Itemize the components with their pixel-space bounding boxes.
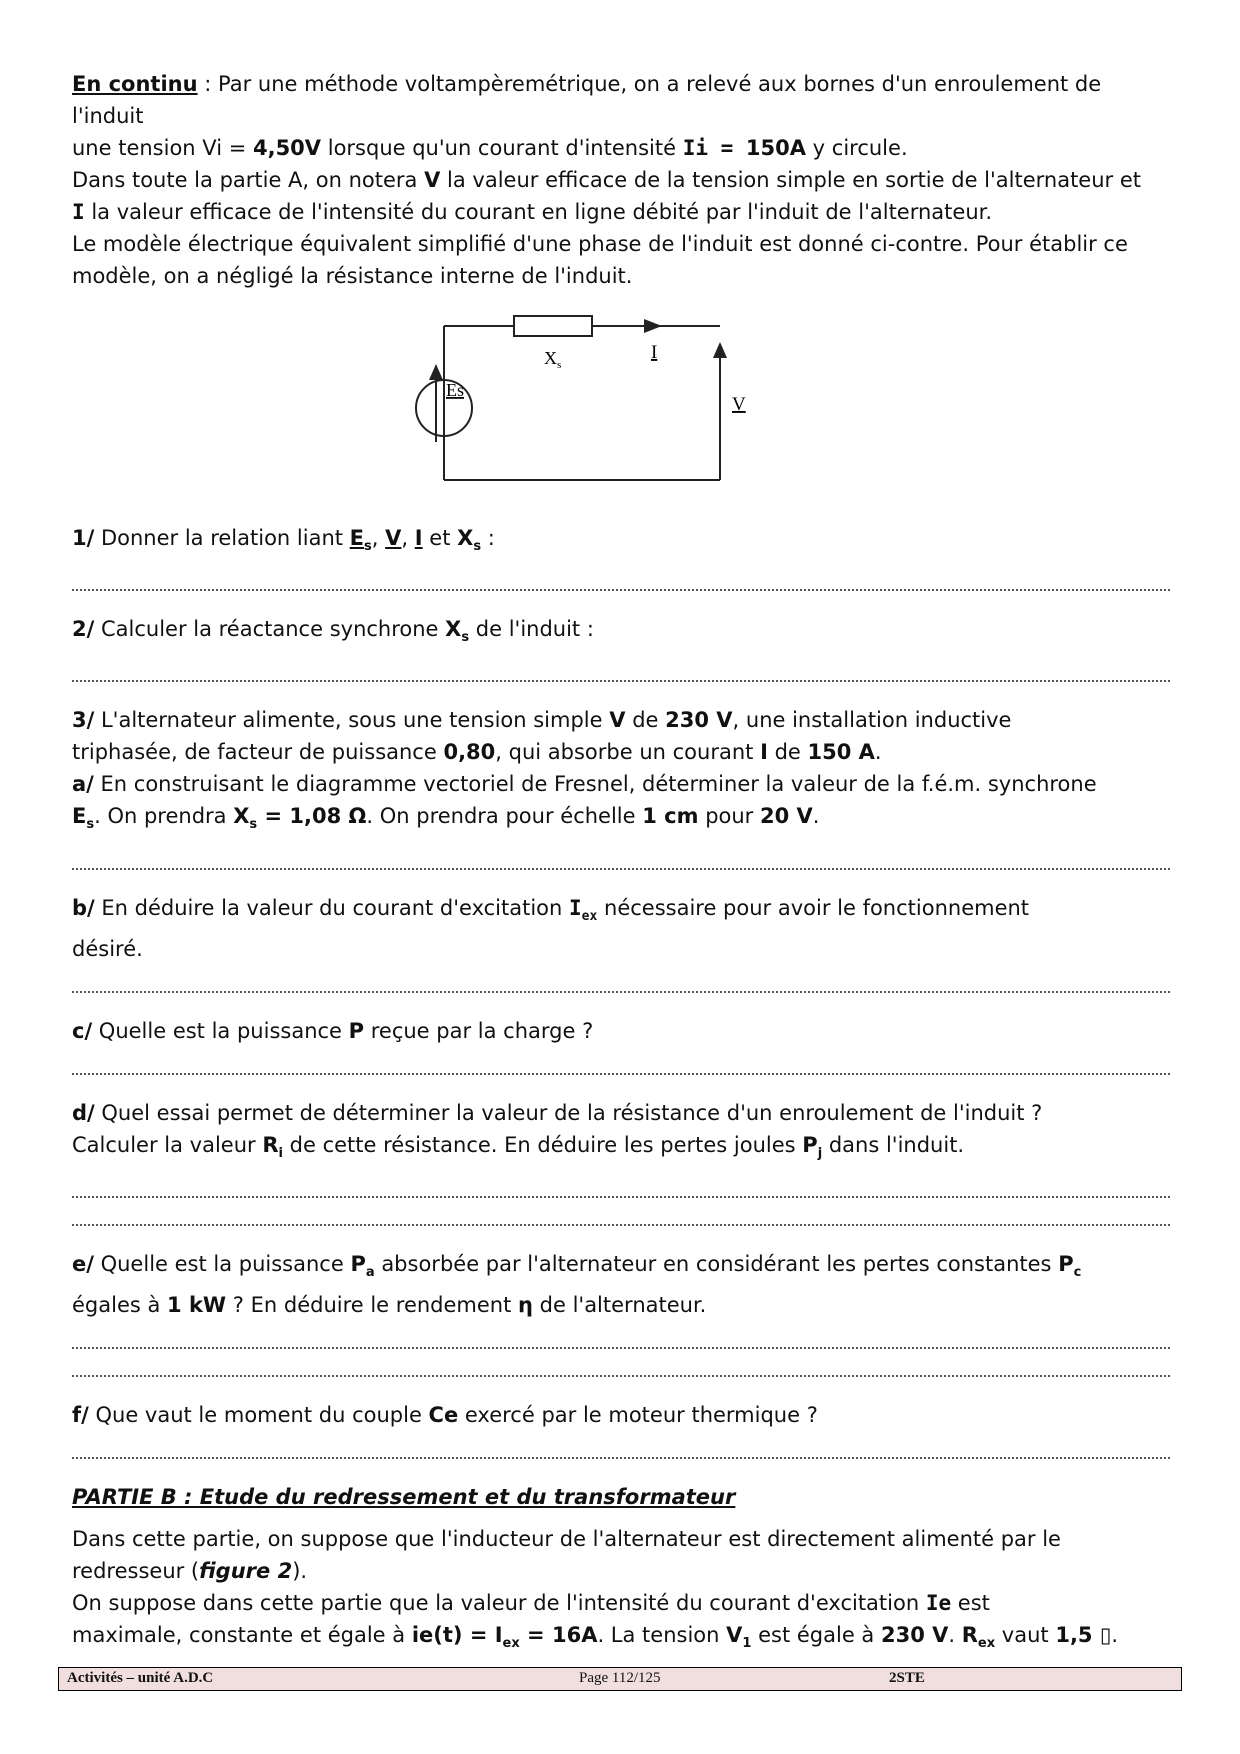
footer-class: 2STE xyxy=(889,1670,925,1686)
question-3-line-1: 3/ L'alternateur alimente, sous une tension simple V de 230 V, une installation inductive xyxy=(72,708,1012,733)
question-d-line-1: d/ Quel essai permet de déterminer la valeur de la résistance d'un enroulement de l'induit ? xyxy=(72,1100,1043,1125)
part-b-para-1-line-1: Dans cette partie, on suppose que l'inducteur de l'alternateur est directement alimenté par le xyxy=(72,1527,1061,1552)
v-arrow-head xyxy=(713,342,727,358)
answer-line xyxy=(72,1194,1170,1198)
question-e-line-1: e/ Quelle est la puissance $P_a$ absorbée par l'alternateur en considérant les pertes constantes $P_c$ xyxy=(72,1251,1082,1281)
question-f: f/ Que vaut le moment du couple Ce exercé par le moteur thermique ? xyxy=(72,1403,818,1428)
intro-line-4: I la valeur efficace de l'intensité du courant en ligne débité par l'induit de l'alternateur. xyxy=(72,200,993,224)
question-e-line-2: égales à 1 kW ? En déduire le rendement η de l'alternateur. xyxy=(72,1293,707,1318)
intro-line-2: une tension Vi = 4,50V lorsque qu'un courant d'intensité Ii = 150A y circule. xyxy=(72,136,908,160)
answer-line xyxy=(72,1222,1170,1226)
question-a-line-1: a/ En construisant le diagramme vectoriel de Fresnel, déterminer la valeur de la f.é.m. synchrone xyxy=(72,772,1097,797)
answer-line xyxy=(72,678,1170,682)
answer-line xyxy=(72,866,1170,870)
intro-line-6: modèle, on a négligé la résistance interne de l'induit. xyxy=(72,264,633,288)
question-3-line-2: triphasée, de facteur de puissance 0,80, qui absorbe un courant I de 150 A. xyxy=(72,740,882,765)
circuit-svg xyxy=(72,292,1170,522)
answer-line xyxy=(72,587,1170,591)
footer-page-number: Page 112/125 xyxy=(579,1670,661,1686)
es-label: Es xyxy=(446,380,464,400)
footer-left: Activités – unité A.D.C xyxy=(67,1670,214,1686)
question-c: c/ Quelle est la puissance P reçue par la charge ? xyxy=(72,1018,594,1043)
intro-line-1: En continu : Par une méthode voltampèremétrique, on a relevé aux bornes d'un enroulement de l'induit xyxy=(72,72,1102,128)
en-continu-heading: En continu xyxy=(72,72,198,96)
question-a-line-2: $E_s$. On prendra $X_s = 1,08$ Ω. On prendra pour échelle 1 cm pour 20 V. xyxy=(72,804,820,833)
answer-line xyxy=(72,1455,1170,1459)
question-b-line-2: désiré. xyxy=(72,936,143,961)
v-label: V xyxy=(732,394,746,415)
part-b-para-1-line-2: redresseur (figure 2). xyxy=(72,1559,308,1584)
question-1: 1/ Donner la relation liant $E_s$, V, I et $X_s$ : xyxy=(72,526,495,555)
circuit-diagram xyxy=(72,292,1170,522)
document-body xyxy=(72,68,1170,1660)
page-footer xyxy=(58,1667,1182,1691)
answer-line xyxy=(72,989,1170,993)
xs-label: $X_s$ xyxy=(544,348,562,371)
question-2: 2/ Calculer la réactance synchrone $X_s$ de l'induit : xyxy=(72,617,594,646)
intro-line-5: Le modèle électrique équivalent simplifié d'une phase de l'induit est donné ci-contre. Pour établir ce xyxy=(72,232,1128,256)
question-d-line-2: Calculer la valeur $R_i$ de cette résistance. En déduire les pertes joules $P_j$ dans l'induit. xyxy=(72,1132,965,1161)
answer-line xyxy=(72,1071,1170,1075)
part-b-title: PARTIE B : Etude du redressement et du transformateur xyxy=(72,1485,736,1510)
current-arrow-head xyxy=(644,319,662,333)
answer-line xyxy=(72,1373,1170,1377)
answer-line xyxy=(72,1345,1170,1349)
question-b-line-1: b/ En déduire la valeur du courant d'excitation $I_{ex}$ nécessaire pour avoir le fonctionnement xyxy=(72,895,1030,924)
i-label: I xyxy=(651,342,658,363)
intro-line-3: Dans toute la partie A, on notera V la valeur efficace de la tension simple en sortie de l'alternateur et xyxy=(72,168,1141,192)
part-b-para-2-line-1: On suppose dans cette partie que la valeur de l'intensité du courant d'excitation Ie est xyxy=(72,1591,990,1616)
es-arrow-head xyxy=(429,364,443,380)
reactance-box xyxy=(514,316,592,336)
part-b-para-2-line-2: maximale, constante et égale à $ie(t) = I_{ex} = 16A$. La tension $V_1$ est égale à 230 V. $R_{ex}$ vaut 1,5 ▯. xyxy=(72,1623,1119,1652)
